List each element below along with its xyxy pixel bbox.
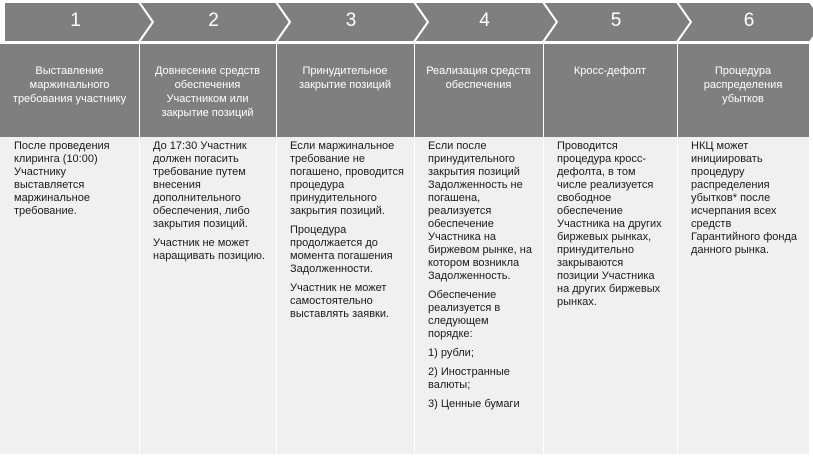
step-description — [677, 137, 809, 454]
column-divider — [677, 44, 678, 454]
process-arrows — [0, 0, 813, 44]
step-description — [276, 137, 414, 454]
step-paragraph: До 17:30 Участник должен погасить требование путем внесения дополнительного обеспечения, либо закрытия позиций. — [153, 140, 250, 230]
step-title: Кросс-дефолт — [543, 44, 677, 137]
column-divider — [543, 44, 544, 454]
step-paragraph: Обеспечение реализуется в следующем порядке: — [428, 289, 501, 340]
step-paragraph: 2) Иностранные валюты; — [428, 366, 510, 391]
step-paragraph: Проводится процедура кросс-дефолта, в том числе реализуется свободное обеспечение Участника на других биржевых рынках, принудительно закрываются позиции Участника на других биржевых рынках. — [557, 140, 662, 308]
step-description — [139, 137, 276, 454]
step-number: 4 — [479, 10, 490, 31]
column-divider — [276, 44, 277, 454]
step-paragraph: После проведения клиринга (10:00) Участнику выставляется маржинальное требование. — [14, 140, 110, 217]
step-paragraph: Если маржинальное требование не погашено, проводится процедура принудительного закрытия позиций. — [290, 140, 404, 217]
step-paragraph: 3) Ценные бумаги — [428, 398, 520, 410]
step-title: Выставление маржинального требования участнику — [0, 44, 139, 137]
step-paragraph: Если после принудительного закрытия позиций Задолженность не погашена, реализуется обеспечение Участника на биржевом рынке, на котором возникла Задолженность. — [428, 140, 532, 282]
step-paragraph: 1) рубли; — [428, 347, 474, 359]
step-description — [543, 137, 677, 454]
step-paragraph: Процедура продолжается до момента погашения Задолженности. — [290, 224, 393, 275]
step-title: Довнесение средств обеспечения Участником или закрытие позиций — [139, 44, 276, 137]
step-paragraph: НКЦ может инициировать процедуру распределения убытков* после исчерпания всех средств Гарантийного фонда данного рынка. — [691, 140, 798, 256]
step-description — [0, 137, 139, 454]
step-number: 3 — [345, 10, 357, 31]
column-divider — [139, 44, 140, 454]
step-title: Реализация средств обеспечения — [414, 44, 543, 137]
step-number: 5 — [610, 10, 622, 31]
step-number: 6 — [743, 10, 755, 31]
step-number: 2 — [208, 10, 219, 31]
step-paragraph: Участник не может наращивать позицию. — [153, 237, 265, 262]
step-paragraph: Участник не может самостоятельно выставлять заявки. — [290, 282, 390, 320]
column-divider — [414, 44, 415, 454]
step-number: 1 — [70, 10, 81, 31]
step-description — [414, 137, 543, 454]
step-title: Принудительное закрытие позиций — [276, 44, 414, 137]
step-title: Процедура распределения убытков — [677, 44, 809, 137]
